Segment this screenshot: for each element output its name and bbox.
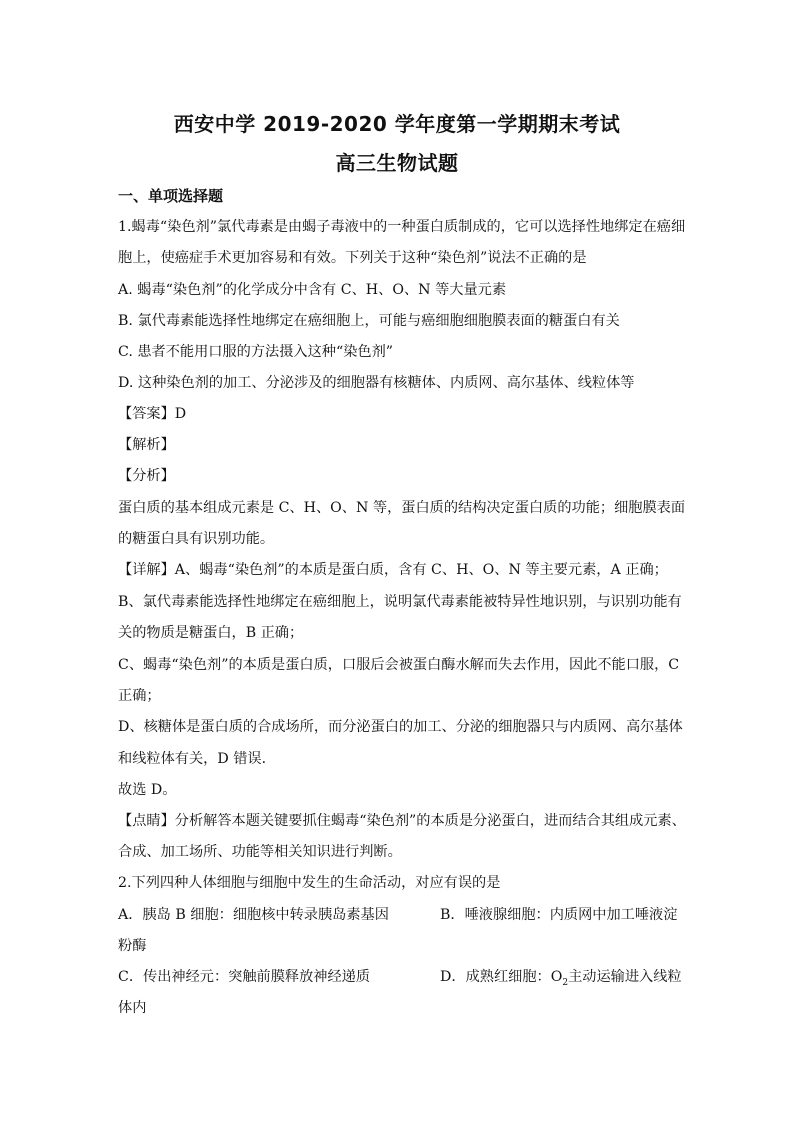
q1-option-b: B. 氯代毒素能选择性地绑定在癌细胞上，可能与癌细胞细胞膜表面的糖蛋白有关	[118, 313, 620, 329]
q1-answer	[118, 404, 186, 424]
comment-tag: 【点睛】	[118, 813, 175, 829]
q2-option-d-pre: D．成熟红细胞：O	[440, 969, 563, 985]
detail-line5: 正确；	[118, 688, 161, 704]
exam-title: 西安中学 2019-2020 学年度第一学期期末考试	[173, 112, 621, 136]
q2-option-b: B．唾液腺细胞：内质网中加工唾液淀	[440, 907, 678, 923]
q2-option-b-cont: 粉酶	[118, 938, 147, 954]
detail-tag: 【详解】	[118, 562, 175, 578]
q2-option-d-cont: 体内	[118, 1000, 147, 1016]
fenxi-tag: 【分析】	[118, 468, 175, 484]
q2-option-c: C．传出神经元：突触前膜释放神经递质	[118, 969, 371, 985]
fenxi-line1: 蛋白质的基本组成元素是 C、H、O、N 等，蛋白质的结构决定蛋白质的功能；细胞膜表面	[118, 500, 686, 516]
answer-tag: 【答案】	[118, 406, 175, 422]
q1-stem-line2: 胞上，使癌症手术更加容易和有效。下列关于这种“染色剂”说法不正确的是	[118, 250, 587, 266]
detail-line1	[118, 560, 668, 580]
q1-option-a: A. 蝎毒“染色剂”的化学成分中含有 C、H、O、N 等大量元素	[118, 282, 507, 298]
comment-line2: 合成、加工场所、功能等相关知识进行判断。	[118, 844, 402, 860]
comment-text: 分析解答本题关键要抓住蝎毒“染色剂”的本质是分泌蛋白，进而结合其组成元素、	[174, 813, 686, 829]
conclusion: 故选 D。	[118, 782, 177, 798]
q1-option-d: D. 这种染色剂的加工、分泌涉及的细胞器有核糖体、内质网、高尔基体、线粒体等	[118, 375, 635, 391]
q2-option-d-post: 主动运输进入线粒	[568, 969, 682, 985]
section-heading: 一、单项选择题	[118, 187, 224, 205]
q1-stem-line1: 1.蝎毒“染色剂”氯代毒素是由蝎子毒液中的一种蛋白质制成的，它可以选择性地绑定在癌细	[118, 219, 686, 235]
detail-line4: C、蝎毒“染色剂”的本质是蛋白质，口服后会被蛋白酶水解而失去作用，因此不能口服，C	[118, 657, 680, 673]
detail-text: A、蝎毒“染色剂”的本质是蛋白质，含有 C、H、O、N 等主要元素，A 正确；	[174, 562, 668, 578]
exam-subtitle: 高三生物试题	[335, 151, 459, 175]
detail-line7: 和线粒体有关，D 错误．	[118, 751, 276, 767]
q2-stem: 2.下列四种人体细胞与细胞中发生的生命活动，对应有误的是	[118, 875, 501, 891]
comment-line1	[118, 811, 686, 831]
detail-line2: B、氯代毒素能选择性地绑定在癌细胞上，说明氯代毒素能被特异性地识别，与识别功能有	[118, 594, 682, 610]
detail-line3: 关的物质是糖蛋白，B 正确；	[118, 625, 304, 641]
detail-line6: D、核糖体是蛋白质的合成场所，而分泌蛋白的加工、分泌的细胞器只与内质网、高尔基体	[118, 719, 683, 735]
analysis-tag: 【解析】	[118, 437, 175, 453]
answer-value: D	[174, 406, 187, 422]
fenxi-line2: 的糖蛋白具有识别功能。	[118, 531, 275, 547]
q2-option-d-sub: 2	[562, 977, 569, 988]
q2-option-d	[440, 967, 682, 993]
q1-option-c: C. 患者不能用口服的方法摄入这种“染色剂”	[118, 344, 394, 360]
q2-option-a: A．胰岛 B 细胞：细胞核中转录胰岛素基因	[118, 907, 389, 923]
